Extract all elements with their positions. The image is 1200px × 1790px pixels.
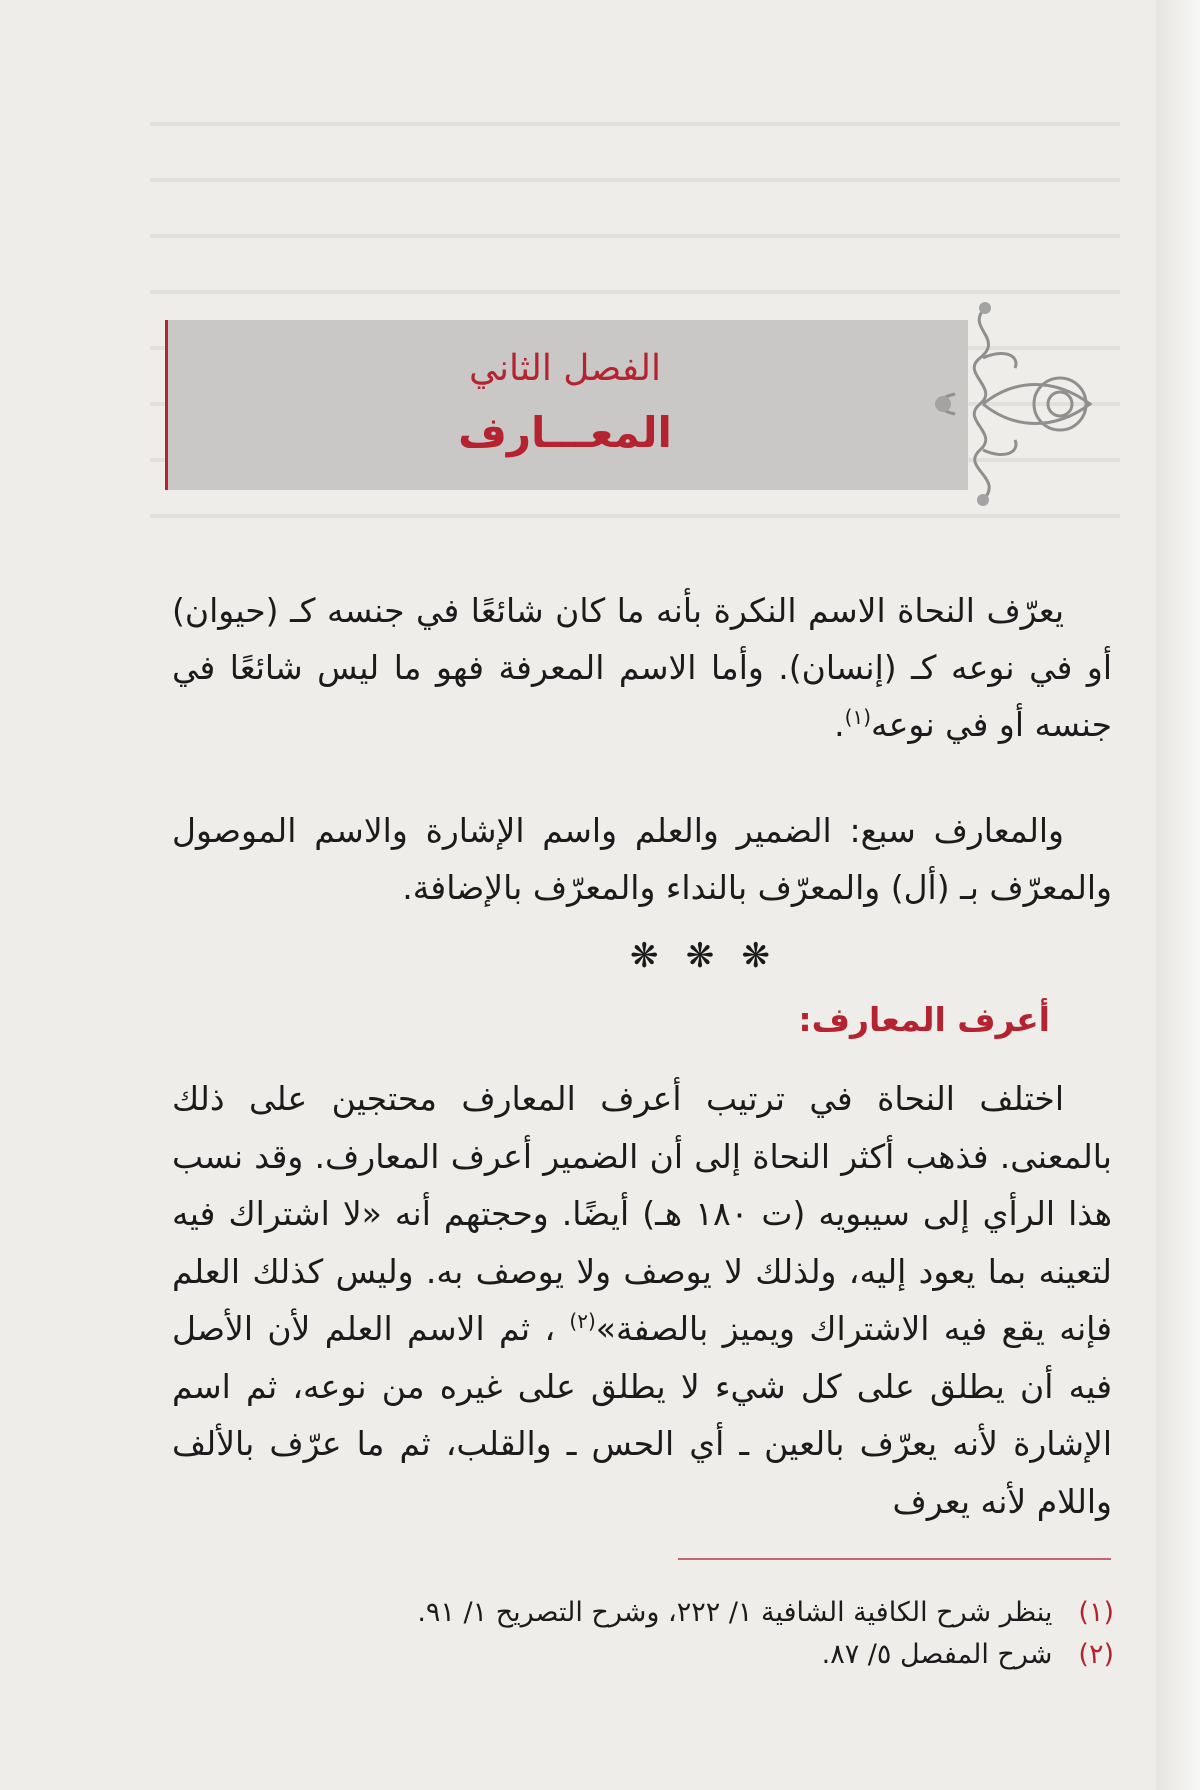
star-icon: ❋ <box>630 936 659 976</box>
star-icon: ❋ <box>741 936 770 976</box>
star-icon: ❋ <box>685 936 715 976</box>
footnote-ref-2[interactable]: (٢) <box>569 1309 596 1333</box>
section-subheading: أعرف المعارف: <box>798 1000 1050 1039</box>
chapter-header-band <box>165 320 968 490</box>
footnote-text: ينظر شرح الكافية الشافية ١/ ٢٢٢، وشرح التصريح ١/ ٩١. <box>417 1597 1053 1628</box>
paragraph-text: يعرّف النحاة الاسم النكرة بأنه ما كان شائعًا في جنسه كـ (حيوان) أو في نوعه كـ (إنسان). وأما الاسم المعرفة فهو ما ليس شائعًا في جنسه أو في نوعه <box>172 591 1112 744</box>
footnote-item <box>417 1592 1114 1634</box>
section-separator <box>630 936 770 976</box>
footnotes <box>417 1592 1114 1676</box>
chapter-title: المعـــارف <box>458 408 672 457</box>
footnote-text: شرح المفصل ٥/ ٨٧. <box>821 1639 1053 1670</box>
footnote-marker: (٢) <box>1078 1639 1114 1670</box>
footnote-marker: (١) <box>1078 1597 1114 1628</box>
paragraph-text-continued: ، ثم الاسم العلم لأن الأصل فيه أن يطلق على كل شيء لا يطلق على غيره من نوعه، ثم اسم الإشارة لأنه يعرّف بالعين ـ أي الحس ـ والقلب، ثم ما عرّف بالألف واللام لأنه يعرف <box>172 1309 1112 1521</box>
footnote-divider <box>678 1558 1111 1560</box>
paragraph-types: والمعارف سبع: الضمير والعلم واسم الإشارة والاسم الموصول والمعرّف بـ (أل) والمعرّف بالنداء والمعرّف بالإضافة. <box>172 811 1112 907</box>
paragraph-definition <box>172 582 1112 753</box>
paragraph-ranking <box>172 1070 1112 1530</box>
floral-ornament-icon <box>925 298 1105 510</box>
footnote-ref-1[interactable]: (١) <box>844 705 872 729</box>
paragraph-text: اختلف النحاة في ترتيب أعرف المعارف محتجين على ذلك بالمعنى. فذهب أكثر النحاة إلى أن الضمير أعرف المعارف. وقد نسب هذا الرأي إلى سيبويه (ت ١٨٠ هـ) أيضًا. وحجتهم أنه «لا اشتراك فيه لتعينه بما يعود إليه، ولذلك لا يوصف ولا يوصف به. وليس كذلك العلم فإنه يقع فيه الاشتراك ويميز بالصفة» <box>172 1079 1112 1348</box>
chapter-number-title: الفصل الثاني <box>469 348 661 389</box>
paragraph-end: . <box>834 705 845 744</box>
footnote-item <box>417 1634 1114 1676</box>
page-edge <box>1156 0 1200 1790</box>
